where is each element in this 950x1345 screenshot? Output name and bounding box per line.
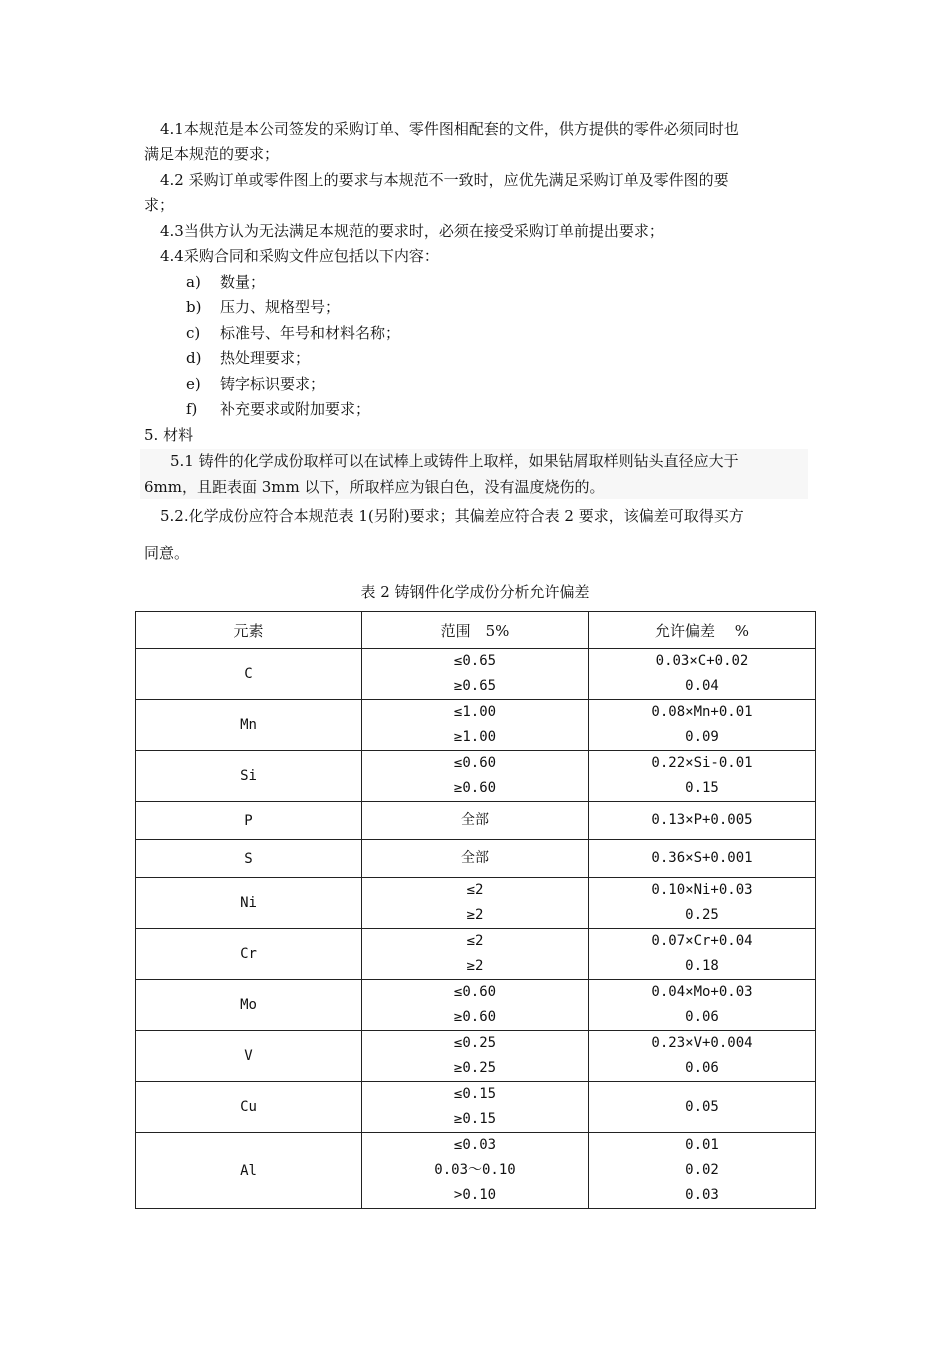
- range-cell: [362, 1082, 589, 1133]
- section-5-heading: 5. 材料: [144, 426, 194, 444]
- deviation-value: 0.04: [685, 678, 719, 694]
- range-cell: [362, 929, 589, 980]
- range-cell: [362, 840, 589, 878]
- range-cell: [362, 802, 589, 840]
- element-cell: Mo: [136, 980, 362, 1031]
- range-value: ≤0.03: [453, 1137, 497, 1153]
- table-row: [136, 751, 816, 802]
- deviation-value: 0.36×S+0.001: [651, 850, 753, 866]
- header-range: 范围 5%: [362, 612, 589, 649]
- deviation-cell: [589, 802, 816, 840]
- range-value: ≥0.15: [453, 1111, 497, 1127]
- range-value: ≤2: [466, 882, 484, 898]
- range-value: ≥0.65: [453, 678, 497, 694]
- table-row: [136, 980, 816, 1031]
- range-cell: [362, 649, 589, 700]
- list-item-key: d): [186, 349, 202, 367]
- range-cell: [362, 1133, 589, 1209]
- table-row: [136, 1082, 816, 1133]
- range-value: >0.10: [453, 1187, 497, 1203]
- deviation-value: 0.25: [685, 907, 719, 923]
- deviation-value: 0.02: [685, 1162, 719, 1178]
- range-cell: [362, 700, 589, 751]
- range-value: ≤0.60: [453, 984, 497, 1000]
- table-row: [136, 700, 816, 751]
- paragraph-5-2-line-1: 5.2.化学成份应符合本规范表 1(另附)要求；其偏差应符合表 2 要求，该偏差可取得买方: [160, 507, 744, 525]
- paragraph-5-2-line-2: 同意。: [144, 544, 190, 562]
- range-value: ≥0.60: [453, 780, 497, 796]
- deviation-cell: [589, 1031, 816, 1082]
- table-row: [136, 929, 816, 980]
- range-value: 全部: [461, 850, 489, 866]
- deviation-value: 0.15: [685, 780, 719, 796]
- list-item-key: b): [186, 298, 202, 316]
- range-cell: [362, 751, 589, 802]
- range-value: ≤0.65: [453, 653, 497, 669]
- paragraph-4-4: 4.4采购合同和采购文件应包括以下内容：: [160, 247, 439, 265]
- element-cell: Mn: [136, 700, 362, 751]
- table-row: [136, 878, 816, 929]
- paragraph-4-2-line-2: 求；: [144, 196, 175, 214]
- deviation-cell: [589, 929, 816, 980]
- deviation-value: 0.03×C+0.02: [655, 653, 749, 669]
- table-row: [136, 1031, 816, 1082]
- list-item-key: f): [186, 400, 198, 418]
- range-cell: [362, 878, 589, 929]
- range-value: ≤0.15: [453, 1086, 497, 1102]
- paragraph-4-1-line-1: 4.1本规范是本公司签发的采购订单、零件图相配套的文件，供方提供的零件必须同时也: [160, 120, 739, 138]
- element-cell: Al: [136, 1133, 362, 1209]
- range-cell: [362, 1031, 589, 1082]
- paragraph-5-1-line-2: 6mm，且距表面 3mm 以下，所取样应为银白色，没有温度烧伤的。: [144, 478, 605, 496]
- range-value: ≤0.25: [453, 1035, 497, 1051]
- deviation-value: 0.07×Cr+0.04: [651, 933, 753, 949]
- element-cell: P: [136, 802, 362, 840]
- list-item-text: 压力、规格型号；: [220, 298, 341, 316]
- table-header-row: [136, 612, 816, 649]
- deviation-value: 0.08×Mn+0.01: [651, 704, 753, 720]
- range-value: ≥0.60: [453, 1009, 497, 1025]
- deviation-table: [135, 611, 816, 1209]
- range-value: ≤0.60: [453, 755, 497, 771]
- deviation-cell: [589, 700, 816, 751]
- element-cell: Ni: [136, 878, 362, 929]
- deviation-value: 0.04×Mo+0.03: [651, 984, 753, 1000]
- list-item-text: 补充要求或附加要求；: [220, 400, 371, 418]
- element-cell: Si: [136, 751, 362, 802]
- list-item-key: c): [186, 324, 201, 342]
- table-row: [136, 649, 816, 700]
- table-row: [136, 802, 816, 840]
- element-cell: S: [136, 840, 362, 878]
- deviation-cell: [589, 1082, 816, 1133]
- header-deviation: 允许偏差 %: [589, 612, 816, 649]
- list-item-key: e): [186, 375, 201, 393]
- paragraph-4-3: 4.3当供方认为无法满足本规范的要求时，必须在接受采购订单前提出要求；: [160, 222, 664, 240]
- element-cell: V: [136, 1031, 362, 1082]
- table-row: [136, 1133, 816, 1209]
- deviation-value: 0.05: [685, 1098, 719, 1115]
- deviation-value: 0.06: [685, 1060, 719, 1076]
- element-cell: Cr: [136, 929, 362, 980]
- paragraph-5-1-line-1: 5.1 铸件的化学成份取样可以在试棒上或铸件上取样，如果钻屑取样则钻头直径应大于: [170, 452, 739, 470]
- deviation-value: 0.23×V+0.004: [651, 1035, 753, 1051]
- list-item-text: 数量；: [220, 273, 266, 291]
- deviation-value: 0.13×P+0.005: [651, 812, 753, 828]
- deviation-value: 0.18: [685, 958, 719, 974]
- range-value: ≥2: [466, 958, 484, 974]
- deviation-cell: [589, 649, 816, 700]
- deviation-cell: [589, 980, 816, 1031]
- element-cell: Cu: [136, 1082, 362, 1133]
- range-value: ≥0.25: [453, 1060, 497, 1076]
- deviation-value: 0.01: [685, 1137, 719, 1153]
- range-value: ≤1.00: [453, 704, 497, 720]
- deviation-cell: [589, 751, 816, 802]
- list-item-text: 铸字标识要求；: [220, 375, 326, 393]
- deviation-value: 0.03: [685, 1187, 719, 1203]
- range-value: 全部: [461, 812, 489, 828]
- list-item-key: a): [186, 273, 201, 291]
- table-row: [136, 840, 816, 878]
- list-item-text: 热处理要求；: [220, 349, 311, 367]
- paragraph-4-1-line-2: 满足本规范的要求；: [144, 145, 280, 163]
- range-value: 0.03～0.10: [434, 1162, 516, 1178]
- deviation-cell: [589, 1133, 816, 1209]
- range-value: ≥2: [466, 907, 484, 923]
- deviation-value: 0.10×Ni+0.03: [651, 882, 753, 898]
- list-item-text: 标准号、年号和材料名称；: [220, 324, 401, 342]
- deviation-value: 0.06: [685, 1009, 719, 1025]
- table-body: [136, 649, 816, 1209]
- paragraph-4-2-line-1: 4.2 采购订单或零件图上的要求与本规范不一致时，应优先满足采购订单及零件图的要: [160, 171, 729, 189]
- deviation-value: 0.22×Si-0.01: [651, 755, 753, 771]
- header-element: 元素: [136, 612, 362, 649]
- range-cell: [362, 980, 589, 1031]
- deviation-cell: [589, 840, 816, 878]
- range-value: ≥1.00: [453, 729, 497, 745]
- table-caption: 表 2 铸钢件化学成份分析允许偏差: [360, 583, 590, 601]
- element-cell: C: [136, 649, 362, 700]
- range-value: ≤2: [466, 933, 484, 949]
- deviation-value: 0.09: [685, 729, 719, 745]
- deviation-cell: [589, 878, 816, 929]
